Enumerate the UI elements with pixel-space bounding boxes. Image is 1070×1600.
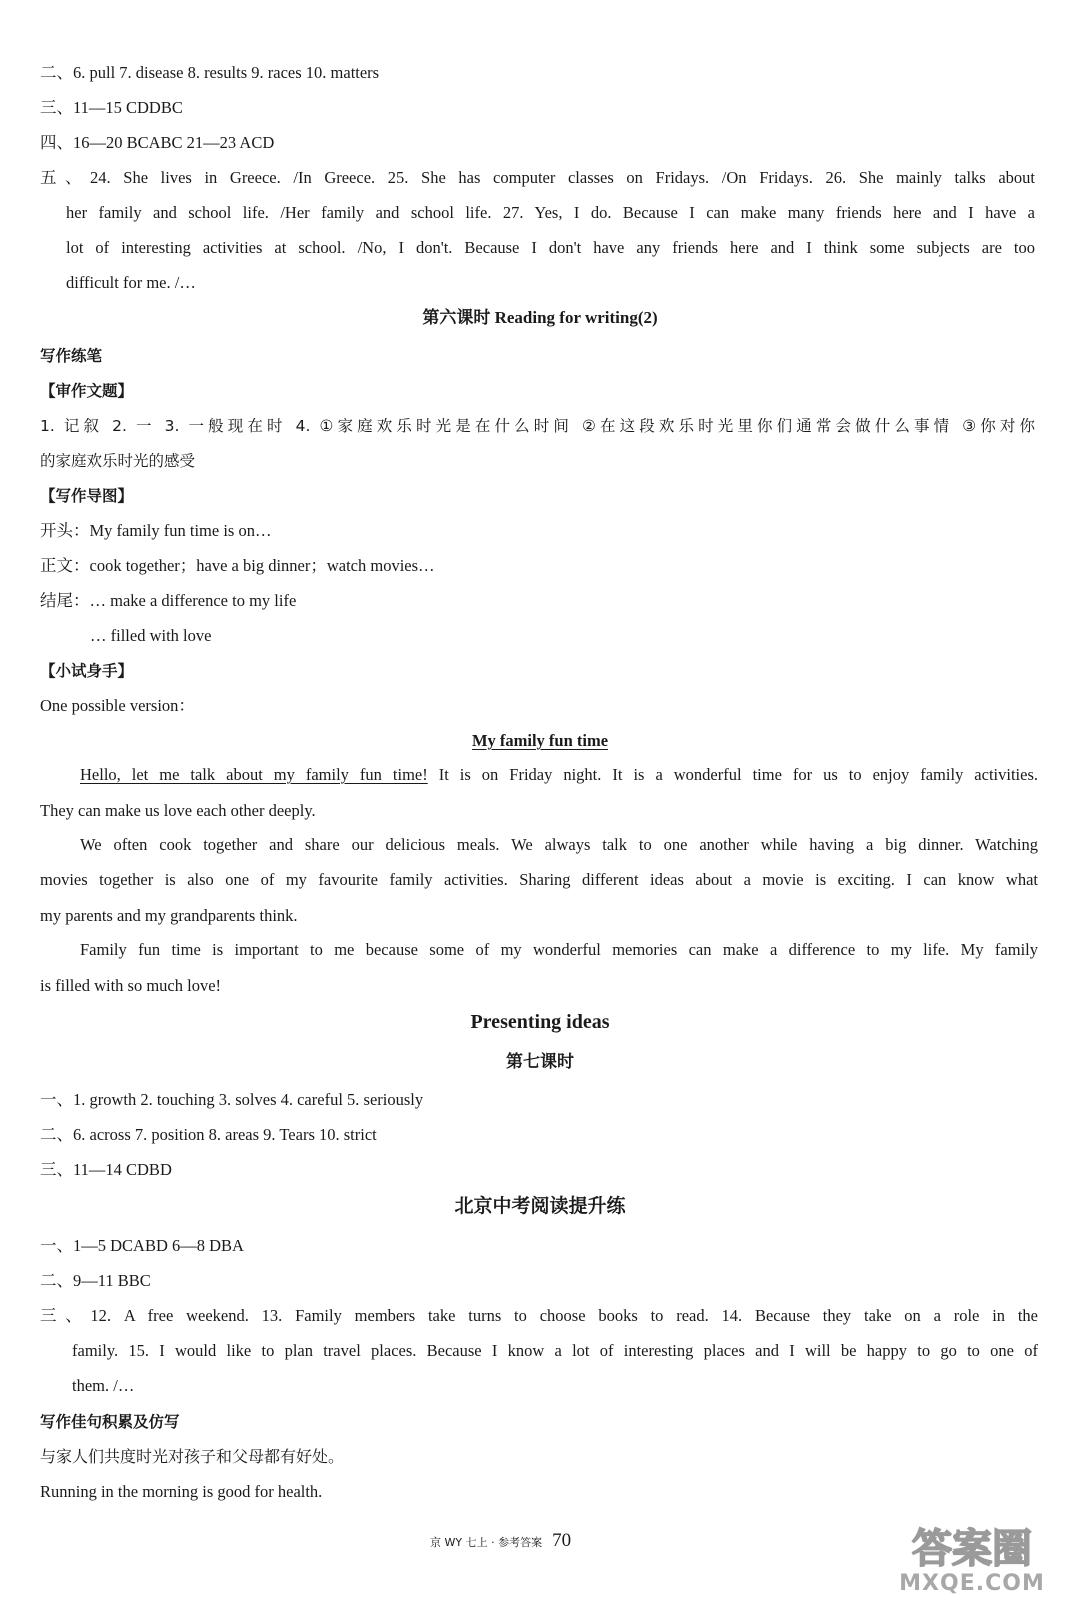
outline-line: 正文：cook together；have a big dinner；watch movies… bbox=[40, 556, 435, 575]
lesson-heading: 第七课时 bbox=[506, 1052, 574, 1072]
sample-sentence: Running in the morning is good for health. bbox=[40, 1482, 323, 1501]
answer-line: 三、12. A free weekend. 13. Family members take turns to choose books to read. 14. Because they take on a role in the bbox=[40, 1306, 1038, 1325]
answer-line: 一、1—5 DCABD 6—8 DBA bbox=[40, 1236, 244, 1255]
subsection-heading: 写作佳句积累及仿写 bbox=[40, 1413, 180, 1431]
answer-line: family. 15. I would like to plan travel places. Because I know a lot of interesting places and I will be happy to go to one of bbox=[72, 1341, 1038, 1360]
answer-line: 的家庭欢乐时光的感受 bbox=[40, 452, 196, 470]
answer-line: lot of interesting activities at school. /No, I don't. Because I don't have any friends here and I think some subjects are too bbox=[66, 238, 1035, 257]
answer-line: One possible version： bbox=[40, 696, 195, 715]
outline-line: 开头：My family fun time is on… bbox=[40, 521, 272, 540]
subsection-heading: 【小试身手】 bbox=[40, 662, 134, 680]
answer-line: them. /… bbox=[72, 1376, 135, 1395]
essay-topic-sentence: Hello, let me talk about my family fun time! bbox=[80, 765, 428, 784]
page-number: 70 bbox=[552, 1530, 572, 1551]
outline-line: 结尾：… make a difference to my life bbox=[40, 591, 297, 610]
essay-line: They can make us love each other deeply. bbox=[40, 801, 316, 820]
section-heading: Presenting ideas bbox=[470, 1011, 610, 1033]
answer-line: 五、24. She lives in Greece. /In Greece. 25. She has computer classes on Fridays. /On Fridays. 26. She mainly talks about bbox=[40, 168, 1035, 187]
watermark-logo bbox=[882, 1518, 1062, 1596]
answer-line: 1. 记叙 2. 一 3. 一般现在时 4. ①家庭欢乐时光是在什么时间 ②在这段欢乐时光里你们通常会做什么事情 ③你对你 bbox=[40, 417, 1035, 435]
lesson-heading: 第六课时 Reading for writing(2) bbox=[422, 308, 658, 327]
answer-line: 二、6. across 7. position 8. areas 9. Tears 10. strict bbox=[40, 1125, 377, 1144]
section-heading: 北京中考阅读提升练 bbox=[454, 1195, 626, 1217]
essay-line: Family fun time is important to me because some of my wonderful memories can make a difference to my life. My family bbox=[80, 940, 1038, 959]
sample-sentence: 与家人们共度时光对孩子和父母都有好处。 bbox=[40, 1447, 345, 1466]
essay-line bbox=[80, 764, 1038, 786]
answer-line: her family and school life. /Her family and school life. 27. Yes, I do. Because I can make many friends here and I have a bbox=[66, 203, 1035, 222]
essay-line: We often cook together and share our delicious meals. We always talk to one another while having a big dinner. Watching bbox=[80, 835, 1038, 854]
subsection-heading: 【审作文题】 bbox=[40, 382, 134, 400]
essay-line: my parents and my grandparents think. bbox=[40, 906, 298, 925]
subsection-heading: 写作练笔 bbox=[40, 347, 103, 365]
answer-line: difficult for me. /… bbox=[66, 273, 196, 292]
watermark-line1: 答案圈 bbox=[912, 1526, 1032, 1572]
watermark-line2: MXQE.COM bbox=[899, 1571, 1045, 1596]
essay-text: It is on Friday night. It is a wonderful time for us to enjoy family activities. bbox=[427, 765, 1038, 784]
answer-line: 四、16—20 BCABC 21—23 ACD bbox=[40, 133, 275, 152]
page-footer bbox=[430, 1530, 571, 1552]
outline-line: … filled with love bbox=[90, 626, 212, 645]
answer-line: 二、6. pull 7. disease 8. results 9. races 10. matters bbox=[40, 63, 380, 82]
essay-line: is filled with so much love! bbox=[40, 976, 222, 995]
answer-line: 二、9—11 BBC bbox=[40, 1271, 151, 1290]
essay-line: movies together is also one of my favourite family activities. Sharing different ideas about a movie is exciting. I can know what bbox=[40, 870, 1038, 889]
answer-line: 三、11—15 CDDBC bbox=[40, 98, 183, 117]
answer-line: 三、11—14 CDBD bbox=[40, 1160, 172, 1179]
footer-label: 京 WY 七上 · 参考答案 bbox=[430, 1536, 543, 1549]
essay-title: My family fun time bbox=[471, 731, 609, 750]
answer-line: 一、1. growth 2. touching 3. solves 4. careful 5. seriously bbox=[40, 1090, 424, 1109]
subsection-heading: 【写作导图】 bbox=[40, 487, 134, 505]
